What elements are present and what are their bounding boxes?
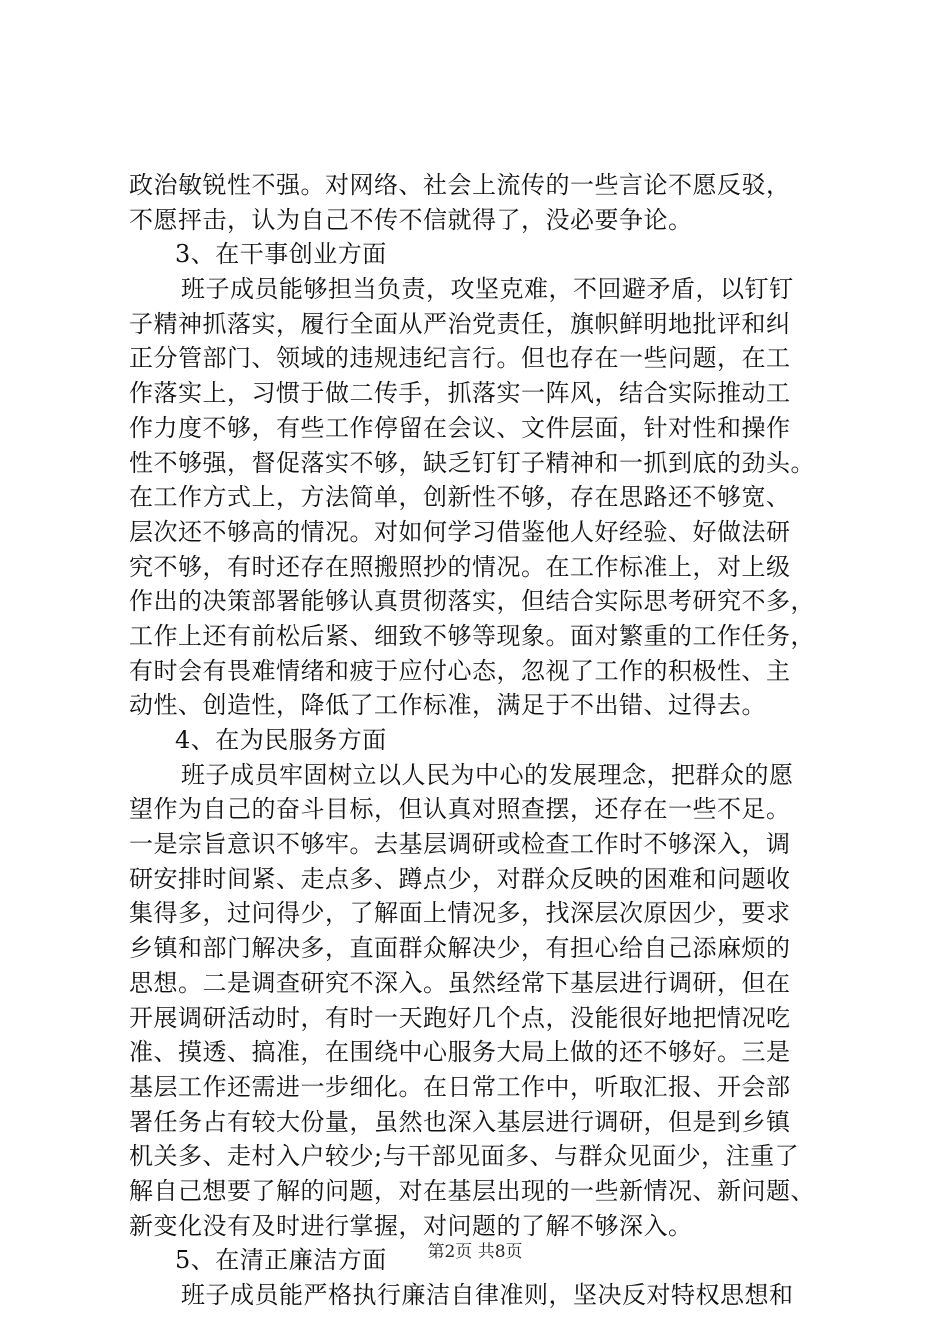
text-line: 作出的决策部署能够认真贯彻落实，但结合实际思考研究不多， xyxy=(129,587,815,616)
text-line: 动性、创造性，降低了工作标准，满足于不出错、过得去。 xyxy=(129,691,766,720)
document-body xyxy=(129,168,829,1313)
text-line: 作落实上，习惯于做二传手，抓落实一阵风，结合实际推动工 xyxy=(129,379,791,408)
text-line: 集得多，过问得少，了解面上情况多，找深层次原因少，要求 xyxy=(129,899,791,928)
text-line: 层次还不够高的情况。对如何学习借鉴他人好经验、好做法研 xyxy=(129,517,791,546)
section-heading: 4、在为民服务方面 xyxy=(175,726,387,754)
text-line: 子精神抓落实，履行全面从严治党责任，旗帜鲜明地批评和纠 xyxy=(129,309,791,338)
text-line: 究不够，有时还存在照搬照抄的情况。在工作标准上，对上级 xyxy=(129,552,791,581)
text-line: 机关多、走村入户较少;与干部见面多、与群众见面少，注重了 xyxy=(129,1142,800,1171)
text-line: 乡镇和部门解决多，直面群众解决少，有担心给自己添麻烦的 xyxy=(129,934,791,963)
text-line: 作力度不够，有些工作停留在会议、文件层面，针对性和操作 xyxy=(129,413,791,442)
text-line: 望作为自己的奋斗目标，但认真对照查摆，还存在一些不足。 xyxy=(129,795,791,824)
text-line: 开展调研活动时，有时一天跑好几个点，没能很好地把情况吃 xyxy=(129,1003,791,1032)
text-line: 班子成员能严格执行廉洁自律准则，坚决反对特权思想和 xyxy=(181,1281,794,1309)
text-line: 基层工作还需进一步细化。在日常工作中，听取汇报、开会部 xyxy=(129,1072,791,1101)
text-line: 性不够强，督促落实不够，缺乏钉钉子精神和一抓到底的劲头。 xyxy=(129,448,815,477)
text-line: 有时会有畏难情绪和疲于应付心态，忽视了工作的积极性、主 xyxy=(129,656,791,685)
section-heading: 3、在干事创业方面 xyxy=(175,240,387,269)
text-line: 正分管部门、领域的违规违纪言行。但也存在一些问题，在工 xyxy=(129,344,791,373)
text-line: 一是宗旨意识不够牢。去基层调研或检查工作时不够深入，调 xyxy=(129,830,791,859)
text-line: 班子成员牢固树立以人民为中心的发展理念，把群众的愿 xyxy=(181,760,794,789)
text-line: 准、摸透、搞准，在围绕中心服务大局上做的还不够好。三是 xyxy=(129,1038,791,1067)
text-line: 思想。二是调查研究不深入。虽然经常下基层进行调研，但在 xyxy=(129,968,791,997)
page-footer: 第2页 共8页 xyxy=(427,1242,523,1262)
text-line: 不愿抨击，认为自己不传不信就得了，没必要争论。 xyxy=(129,205,693,234)
text-line: 政治敏锐性不强。对网络、社会上流传的一些言论不愿反驳， xyxy=(129,171,791,199)
text-line: 在工作方式上，方法简单，创新性不够，存在思路还不够宽、 xyxy=(129,483,791,512)
text-line: 新变化没有及时进行掌握，对问题的了解不够深入。 xyxy=(129,1211,693,1240)
text-line: 工作上还有前松后紧、细致不够等现象。面对繁重的工作任务， xyxy=(129,621,815,650)
text-line: 班子成员能够担当负责，攻坚克难，不回避矛盾，以钉钉 xyxy=(181,275,794,304)
text-line: 署任务占有较大份量，虽然也深入基层进行调研，但是到乡镇 xyxy=(129,1107,791,1136)
text-line: 解自己想要了解的问题，对在基层出现的一些新情况、新问题、 xyxy=(129,1176,815,1205)
text-line: 研安排时间紧、走点多、蹲点少，对群众反映的困难和问题收 xyxy=(129,864,791,893)
section-heading: 5、在清正廉洁方面 xyxy=(175,1246,387,1275)
